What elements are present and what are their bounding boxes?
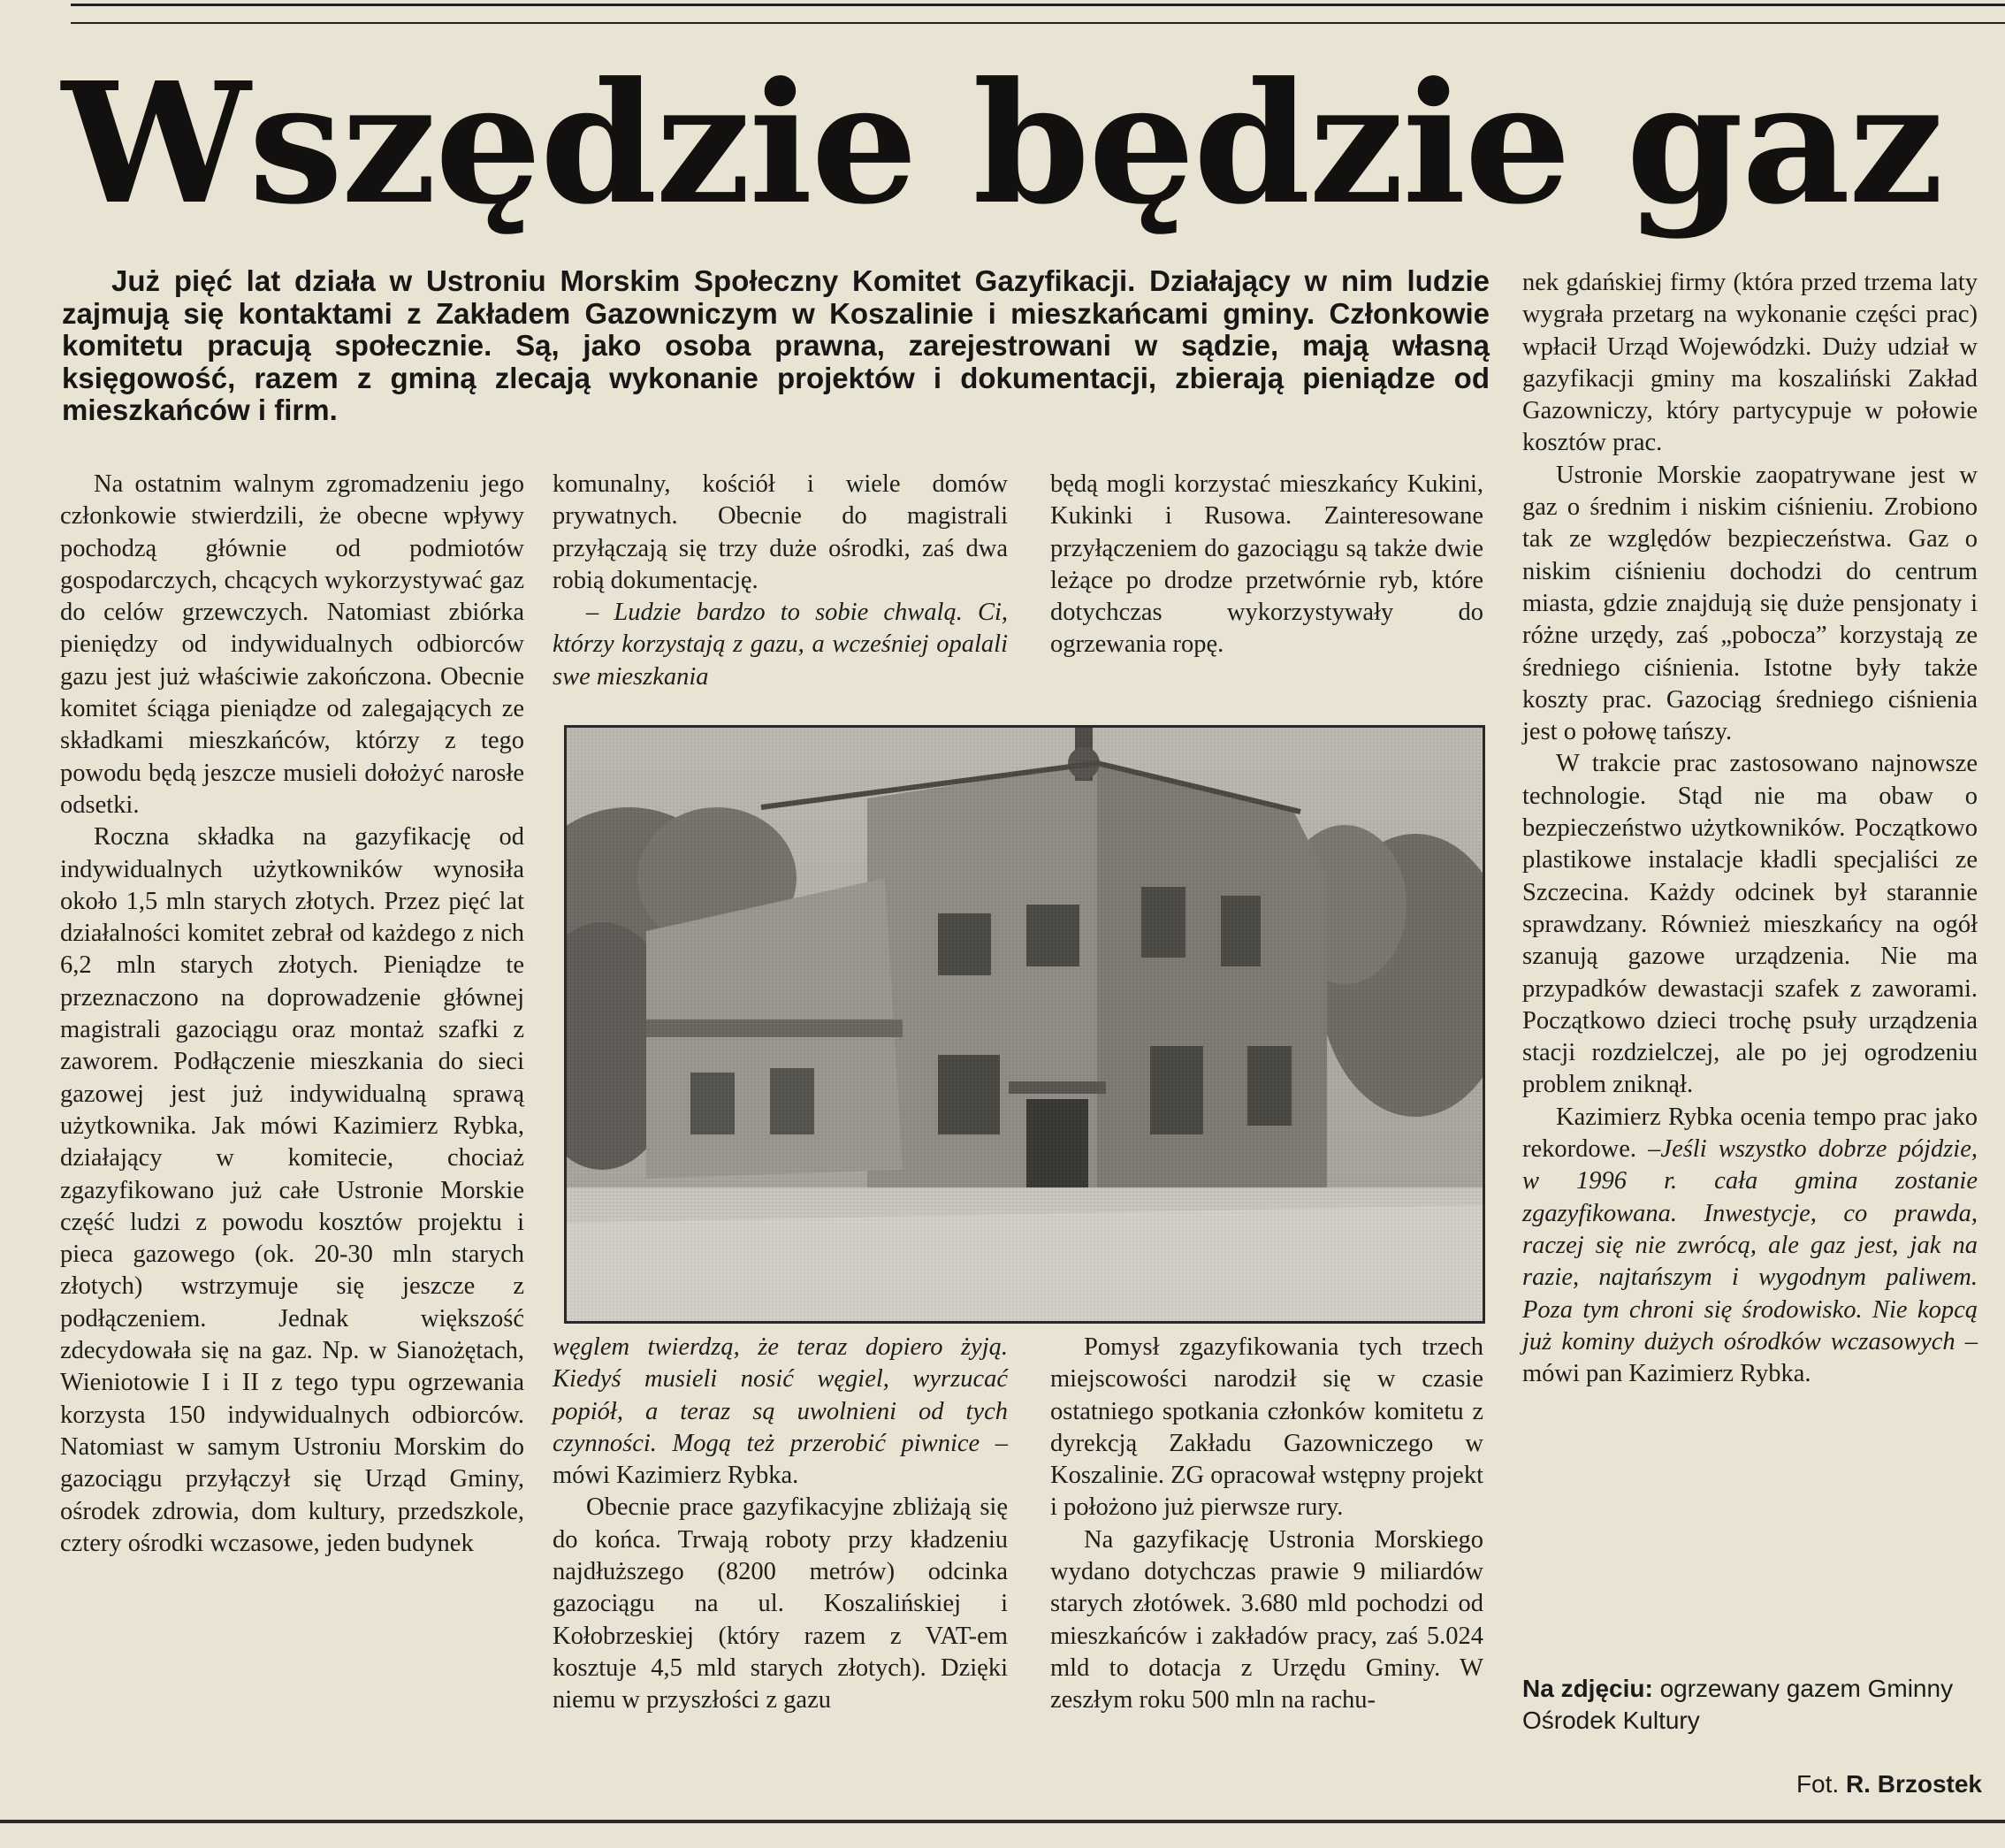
column-2-bottom-quote	[553, 1332, 1008, 1492]
column-1	[60, 469, 524, 1826]
photo-credit-name: R. Brzostek	[1845, 1770, 1982, 1798]
column-2-paragraph-2: Obecnie prace gazyfikacyjne zbliżają się do końca. Trwają roboty przy kładzeniu najdłuższego (8200 metrów) odcinka gazociągu na ul. Koszalińskiej i Kołobrzeskiej (który razem z VAT-em kosztuje 4,5 mld starych złotych). Dzięki niemu w przyszłości z gazu	[553, 1493, 1008, 1714]
photo-caption	[1522, 1673, 1982, 1814]
caption-text	[1522, 1673, 1982, 1737]
column-3-continued-text: będą mogli korzystać mieszkańcy Kukini, Kukinki i Rusowa. Zainteresowane przyłączeniem do gazociągu są także dwie leżące po drodze przetwórnie ryb, które dotychczas wykorzystywały do ogrzewania ropę.	[1050, 470, 1483, 659]
column-3-paragraph-1: Pomysł zgazyfikowania tych trzech miejscowości narodził się w czasie ostatniego spotkania członków komitetu z dyrekcją Zakładu Gazowniczego w Koszalinie. ZG opracował wstępny projekt i położono już pierwsze rury.	[1050, 1333, 1483, 1522]
column-2-continued-text: komunalny, kościół i wiele domów prywatnych. Obecnie do magistrali przyłączają się trzy duże ośrodki, zaś dwa robią dokumentację.	[553, 470, 1008, 594]
caption-label: Na zdjęciu:	[1522, 1675, 1653, 1702]
lead-paragraph: Już pięć lat działa w Ustroniu Morskim Społeczny Komitet Gazyfikacji. Działający w nim ludzie zajmują się kontaktami z Zakładem Gazowniczym w Koszalinie i mieszkańcami gminy. Członkowie komitetu pracują społecznie. Są, jako osoba prawna, zarejestrowani w sądzie, mają własną księgowość, razem z gminą zlecają wykonanie projektów i dokumentacji, zbierają pieniądze od mieszkańców i firm.	[62, 264, 1490, 426]
column-2-quote: – Ludzie bardzo to sobie chwalą. Ci, którzy korzystają z gazu, a wcześniej opalali swe mieszkania	[553, 599, 1008, 691]
photo-credit-prefix: Fot.	[1795, 1770, 1846, 1798]
building-photo-icon	[567, 728, 1483, 1321]
photo-credit	[1796, 1768, 1982, 1800]
quote-attribution: – mówi Kazimierz Rybka.	[553, 1429, 1009, 1490]
caption-description: ogrzewany gazem Gminny Ośrodek Kultury	[1522, 1675, 1954, 1734]
column-3-bottom	[1050, 1332, 1483, 1827]
column-2-top	[553, 469, 1008, 703]
column-4-paragraph-3	[1522, 1102, 1978, 1391]
column-3-paragraph-2: Na gazyfikację Ustronia Morskiego wydano dotychczas prawie 9 miliardów starych złotówek. 3.680 mld pochodzi od mieszkańców i zakładów pracy, zaś 5.024 mld to dotacja z Urzędu Gminy. W zeszłym roku 500 mln na rachu-	[1050, 1525, 1483, 1714]
bottom-rule	[0, 1820, 2005, 1823]
column-3-top	[1050, 469, 1483, 703]
column-4-continued-text: nek gdańskiej firmy (która przed trzema laty wygrała przetarg na wykonanie części prac) wpłacił Urząd Wojewódzki. Duży udział w gazyfikacji gminy ma koszaliński Zakład Gazowniczy, który partycypuje w połowie kosztów prac.	[1522, 269, 1978, 457]
column-4-paragraph-1: Ustronie Morskie zaopatrywane jest w gaz o średnim i niskim ciśnieniu. Zrobiono tak ze względów bezpieczeństwa. Gaz o niskim ciśnieniu dochodzi do centrum miasta, gdzie znajdują się duże pensjonaty i różne urzędy, zaś „pobocza” korzystają ze średniego ciśnienia. Istotne były także koszty prac. Gazociąg średniego ciśnienia jest o połowę tańszy.	[1522, 461, 1978, 746]
column-2-bottom	[553, 1332, 1008, 1827]
column-1-paragraph-2: Roczna składka na gazyfikację od indywidualnych użytkowników wynosiła około 1,5 mln starych złotych. Przez pięć lat działalności komitet zebrał od każdego z nich 6,2 mln starych złotych. Pieniądze te przeznaczono na doprowadzenie głównej magistrali gazociągu oraz montaż szafki z zaworem. Podłączenie mieszkania do sieci gazowej jest już indywidualną sprawą użytkownika. Jak mówi Kazimierz Rybka, działający w komitecie, chociaż zgazyfikowano już całe Ustronie Morskie część ludzi z powodu kosztów projektu i pieca gazowego (ok. 20-30 mln starych złotych) wstrzymuje się jeszcze z podłączeniem. Jednak większość zdecydowała się na gaz. Np. w Sianożętach, Wieniotowie I i II z tego typu ogrzewania korzysta 150 indywidualnych odbiorców. Natomiast w samym Ustroniu Morskim do gazociągu przyłączył się Urząd Gminy, ośrodek zdrowia, dom kultury, przedszkole, cztery ośrodki wczasowe, jeden budynek	[60, 823, 524, 1557]
column-4-paragraph-2: W trakcie prac zastosowano najnowsze technologie. Stąd nie ma obaw o bezpieczeństwo użytkowników. Początkowo plastikowe instalacje kładli specjaliści ze Szczecina. Każdy odcinek był starannie sprawdzany. Również mieszkańcy na ogół szanują gazowe urządzenia. Nie ma przypadków dewastacji szafek z zaworami. Początkowo dzieci trochę psuły urządzenia stacji rozdzielczej, ale po jej ogrodzeniu problem zniknął.	[1522, 750, 1978, 1099]
paragraph-3-quote: –Jeśli wszystko dobrze pójdzie, w 1996 r. cała gmina zostanie zgazyfikowana. Inwestycje, co prawda, raczej się nie zwrócą, ale gaz jest, jak na razie, najtańszym i wygodnym paliwem. Poza tym chroni się środowisko. Nie kopcą już kominy dużych ośrodków wczasowych	[1522, 1135, 1978, 1355]
quote-text: węglem twierdzą, że teraz dopiero żyją. Kiedyś musieli nosić węgiel, wyrzucać popiół, a teraz są uwolnieni od tych czynności. Mogą też przerobić piwnice	[553, 1333, 1008, 1457]
building-photo	[564, 725, 1485, 1324]
column-1-paragraph-1: Na ostatnim walnym zgromadzeniu jego członkowie stwierdzili, że obecne wpływy pochodzą głównie od podmiotów gospodarczych, chcących wykorzystywać gaz do celów grzewczych. Natomiast zbiórka pieniędzy od indywidualnych odbiorców gazu jest już właściwie zakończona. Obecnie komitet ściąga pieniądze od zalegających ze składkami mieszkańców, którzy z tego powodu będą jeszcze musieli dołożyć narosłe odsetki.	[60, 470, 524, 819]
headline: Wszędzie będzie gaz	[62, 46, 1942, 241]
paragraph-3-end: – mówi pan Kazimierz Rybka.	[1522, 1327, 1978, 1388]
paragraph-3-start: Kazimierz Rybka ocenia tempo prac jako rekordowe.	[1522, 1103, 1978, 1164]
column-4	[1522, 267, 1978, 1673]
